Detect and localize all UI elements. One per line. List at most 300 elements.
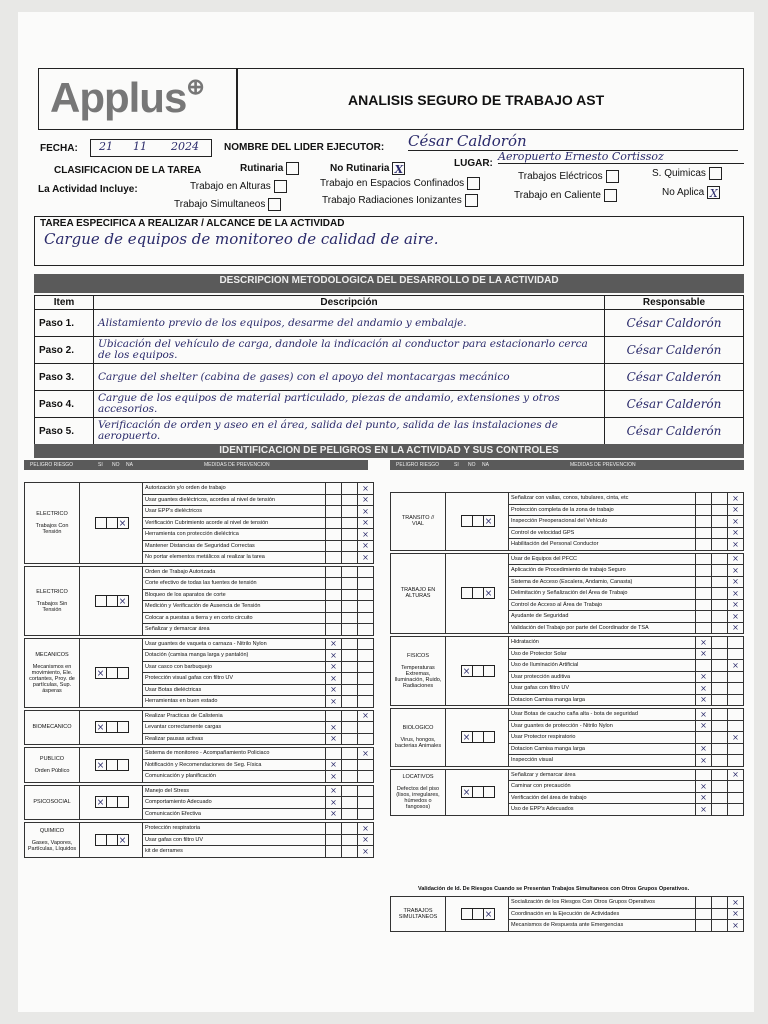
opt-simultaneos-label: Trabajo Simultaneos [174,199,266,211]
hazard-measure: Medición y Verificación de Ausencia de Tensión [143,601,326,613]
measure-si-cell[interactable] [696,599,712,611]
measure-si-cell[interactable] [326,552,342,564]
measure-si-cell[interactable] [326,846,342,858]
opt-radiaciones-checkbox[interactable] [465,194,478,207]
measure-si-cell[interactable]: × [326,733,342,745]
lider-value[interactable]: César Caldorón [408,132,738,151]
step-description[interactable]: Cargue del shelter (cabina de gases) con el apoyo del montacargas mecánico [94,364,605,391]
hazard-measure: Usar Botas de caucho caña alta - bota de seguridad [509,709,696,721]
measure-na-cell[interactable] [728,683,744,695]
measure-si-cell[interactable] [696,660,712,672]
hazard-measure: kit de derrames [143,846,326,858]
measure-no-cell[interactable] [342,566,358,578]
hazard-group [390,636,744,706]
measure-no-cell[interactable] [712,769,728,781]
lider-label: NOMBRE DEL LIDER EJECUTOR: [224,142,385,153]
measure-na-cell[interactable] [728,648,744,660]
measure-no-cell[interactable] [342,589,358,601]
measure-no-cell[interactable] [342,638,358,650]
hazard-na-box[interactable] [117,796,129,808]
hazard-si-box[interactable]: × [461,731,473,743]
measure-na-cell[interactable]: × [358,552,374,564]
hazard-measure: Señalizar con vallas, conos, tubulares, cinta, etc [509,493,696,505]
measure-no-cell[interactable] [342,733,358,745]
measure-no-cell[interactable] [712,920,728,932]
measure-si-cell[interactable]: × [696,781,712,793]
measure-no-cell[interactable] [342,710,358,722]
measure-na-cell[interactable]: × [358,517,374,529]
hazard-measure: Señalizar y demarcar área [143,624,326,636]
measure-si-cell[interactable]: × [326,722,342,734]
measure-si-cell[interactable]: × [696,755,712,767]
measure-si-cell[interactable]: × [696,792,712,804]
measure-no-cell[interactable] [342,506,358,518]
measure-si-cell[interactable]: × [326,650,342,662]
step-responsable[interactable]: César Caldorón [605,310,744,337]
measure-si-cell[interactable] [326,748,342,760]
hazard-measure: Bloqueo de los aparatos de corte [143,589,326,601]
hazard-row [25,638,374,650]
method-table [34,295,744,445]
measure-no-cell[interactable] [342,785,358,797]
no-rutinaria-label: No Rutinaria [330,163,390,175]
measure-na-cell[interactable]: × [728,769,744,781]
measure-si-cell[interactable]: × [326,684,342,696]
hazard-si-box[interactable]: × [95,759,107,771]
hazard-measure: Usar de Equipos del PFCC [509,553,696,565]
measure-no-cell[interactable] [342,846,358,858]
measure-na-cell[interactable] [728,671,744,683]
measure-si-cell[interactable] [326,483,342,495]
measure-no-cell[interactable] [342,684,358,696]
measure-no-cell[interactable] [712,599,728,611]
measure-si-cell[interactable] [326,612,342,624]
measure-si-cell[interactable] [696,611,712,623]
measure-si-cell[interactable]: × [326,661,342,673]
measure-si-cell[interactable] [696,622,712,634]
measure-na-cell[interactable]: × [358,483,374,495]
measure-na-cell[interactable] [728,694,744,706]
opt-electricos-label: Trabajos Eléctricos [518,171,603,183]
measure-no-cell[interactable] [342,661,358,673]
measure-na-cell[interactable]: × [358,834,374,846]
measure-na-cell[interactable] [728,755,744,767]
hazard-measure: Uso de EPP's Adecuados [509,804,696,816]
measure-no-cell[interactable] [342,517,358,529]
hazard-na-box[interactable]: × [117,834,129,846]
measure-no-cell[interactable] [342,748,358,760]
measure-si-cell[interactable] [696,732,712,744]
opt-caliente-label: Trabajo en Caliente [514,190,601,202]
measure-si-cell[interactable] [696,769,712,781]
measure-no-cell[interactable] [342,771,358,783]
measure-na-cell[interactable] [358,771,374,783]
measure-si-cell[interactable] [696,539,712,551]
hazard-row [391,897,744,909]
hazard-na-box[interactable] [117,721,129,733]
measure-si-cell[interactable] [326,834,342,846]
step-description[interactable]: Alistamiento previo de los equipos, desarme del andamio y embalaje. [94,310,605,337]
measure-na-cell[interactable]: × [728,908,744,920]
measure-si-cell[interactable] [696,576,712,588]
measure-na-cell[interactable] [728,637,744,649]
opt-alturas-checkbox[interactable] [274,180,287,193]
step-description[interactable]: Ubicación del vehículo de carga, dandole la indicación al conductor para estacionarlo cerca de los equipos. [94,337,605,364]
measure-si-cell[interactable]: × [326,808,342,820]
measure-na-cell[interactable] [358,589,374,601]
measure-no-cell[interactable] [712,755,728,767]
hazard-measure: Usar guantes dieléctricos, acordes al nivel de tensión [143,494,326,506]
opt-alturas[interactable] [190,180,287,193]
hazard-measure: Comunicación Efectiva [143,808,326,820]
measure-na-cell[interactable]: × [358,529,374,541]
measure-na-cell[interactable]: × [728,599,744,611]
measure-no-cell[interactable] [712,660,728,672]
measure-no-cell[interactable] [342,823,358,835]
step-row [35,418,744,445]
measure-no-cell[interactable] [342,494,358,506]
opt-quimicas[interactable] [652,167,722,180]
measure-na-cell[interactable] [728,792,744,804]
measure-si-cell[interactable] [326,529,342,541]
measure-no-cell[interactable] [342,797,358,809]
measure-si-cell[interactable] [326,540,342,552]
hazard-check-cell [80,638,143,707]
measure-na-cell[interactable]: × [728,565,744,577]
measure-na-cell[interactable]: × [728,897,744,909]
measure-na-cell[interactable]: × [728,611,744,623]
measure-na-cell[interactable] [358,808,374,820]
opt-no-aplica-checkbox[interactable]: X [707,186,720,199]
measure-si-cell[interactable]: × [326,638,342,650]
tarea-text[interactable]: Cargue de equipos de monitoreo de calidad de aire. [44,230,439,248]
measure-no-cell[interactable] [712,516,728,528]
form-title: ANALISIS SEGURO DE TRABAJO AST [348,92,605,108]
measure-si-cell[interactable]: × [326,673,342,685]
measure-na-cell[interactable] [728,743,744,755]
measure-na-cell[interactable]: × [358,494,374,506]
measure-si-cell[interactable] [326,823,342,835]
measure-na-cell[interactable]: × [358,506,374,518]
measure-no-cell[interactable] [342,552,358,564]
measure-no-cell[interactable] [712,792,728,804]
measure-na-cell[interactable]: × [728,553,744,565]
measure-na-cell[interactable]: × [728,504,744,516]
measure-no-cell[interactable] [712,539,728,551]
measure-si-cell[interactable] [326,710,342,722]
measure-si-cell[interactable] [326,589,342,601]
measure-no-cell[interactable] [342,673,358,685]
hazard-na-box[interactable]: × [483,908,495,920]
measure-no-cell[interactable] [712,637,728,649]
no-rutinaria-checkbox[interactable]: X [392,162,405,175]
measure-na-cell[interactable] [728,709,744,721]
hazard-na-box[interactable] [483,786,495,798]
measure-si-cell[interactable] [696,897,712,909]
fecha-year[interactable]: 2024 [171,140,199,153]
measure-na-cell[interactable] [728,720,744,732]
hazard-measure: Validación del Trabajo por parte del Coordinador de TSA [509,622,696,634]
fecha-label: FECHA: [40,143,78,154]
measure-no-cell[interactable] [342,624,358,636]
opt-caliente-checkbox[interactable] [604,189,617,202]
hazard-check-cell [446,493,509,551]
h-si: SI [98,462,103,468]
measure-no-cell[interactable] [342,834,358,846]
measure-no-cell[interactable] [342,540,358,552]
measure-no-cell[interactable] [342,759,358,771]
measure-no-cell[interactable] [712,683,728,695]
hazard-na-box[interactable]: × [483,587,495,599]
measure-no-cell[interactable] [712,622,728,634]
measure-na-cell[interactable]: × [728,588,744,600]
hazard-category: BIOMECANICO [25,710,80,745]
measure-no-cell[interactable] [712,732,728,744]
rutinaria-checkbox[interactable] [286,162,299,175]
step-item: Paso 3. [35,364,94,391]
measure-no-cell[interactable] [712,694,728,706]
fecha-month[interactable]: 11 [133,140,147,153]
measure-si-cell[interactable]: × [696,637,712,649]
measure-no-cell[interactable] [712,504,728,516]
hazard-na-box[interactable]: × [483,515,495,527]
hazard-row [25,748,374,760]
measure-no-cell[interactable] [712,588,728,600]
measure-si-cell[interactable] [696,504,712,516]
hazard-measure: Corte efectivo de todas las fuentes de tensión [143,578,326,590]
measure-na-cell[interactable]: × [358,748,374,760]
hazard-group [24,785,374,821]
measure-na-cell[interactable] [358,733,374,745]
method-banner: DESCRIPCION METODOLOGICA DEL DESARROLLO DE LA ACTIVIDAD [34,274,744,288]
measure-si-cell[interactable] [326,506,342,518]
measure-si-cell[interactable]: × [696,720,712,732]
measure-na-cell[interactable] [358,684,374,696]
measure-na-cell[interactable]: × [358,710,374,722]
measure-si-cell[interactable]: × [326,696,342,708]
measure-na-cell[interactable] [358,696,374,708]
step-responsable[interactable]: César Calderón [605,337,744,364]
measure-si-cell[interactable]: × [326,797,342,809]
measure-na-cell[interactable] [358,601,374,613]
opt-electricos[interactable] [518,170,619,183]
measure-si-cell[interactable] [326,494,342,506]
hazard-check-cell [446,637,509,706]
measure-no-cell[interactable] [342,650,358,662]
hazard-measure: Usar guantes de vaqueta o carnaza - Nitrilo Nylon [143,638,326,650]
measure-no-cell[interactable] [712,648,728,660]
measure-no-cell[interactable] [712,576,728,588]
opt-confinados-checkbox[interactable] [467,177,480,190]
measure-no-cell[interactable] [712,553,728,565]
measure-na-cell[interactable]: × [358,540,374,552]
hazard-measure: Uso de Protector Solar [509,648,696,660]
hazard-measure: Usar EPP's dieléctricos [143,506,326,518]
step-description[interactable]: Cargue de los equipos de material particulado, piezas de andamio, extensiones y otros accesorios. [94,391,605,418]
measure-no-cell[interactable] [712,565,728,577]
measure-no-cell[interactable] [342,612,358,624]
hazard-measure: Uso de Iluminación Artificial [509,660,696,672]
hazard-na-box[interactable] [483,731,495,743]
hazard-row [391,769,744,781]
measure-no-cell[interactable] [712,897,728,909]
hazard-si-box[interactable]: × [95,667,107,679]
hazards-simultaneos [390,896,744,934]
hazard-measure: Orden de Trabajo Autorizada [143,566,326,578]
measure-na-cell[interactable] [358,785,374,797]
measure-na-cell[interactable]: × [728,622,744,634]
hazard-category: PSICOSOCIAL [25,785,80,820]
measure-no-cell[interactable] [342,601,358,613]
measure-na-cell[interactable]: × [358,846,374,858]
measure-si-cell[interactable] [696,588,712,600]
measure-no-cell[interactable] [712,671,728,683]
measure-si-cell[interactable] [326,624,342,636]
measure-no-cell[interactable] [342,578,358,590]
measure-na-cell[interactable] [358,578,374,590]
measure-na-cell[interactable] [358,673,374,685]
measure-si-cell[interactable] [696,516,712,528]
measure-na-cell[interactable]: × [728,516,744,528]
measure-na-cell[interactable] [728,804,744,816]
hazard-na-box[interactable]: × [117,595,129,607]
measure-na-cell[interactable]: × [728,660,744,672]
hazard-measure: Hidratación [509,637,696,649]
measure-na-cell[interactable]: × [728,732,744,744]
hazard-measure: Usar gafas con filtro UV [509,683,696,695]
measure-si-cell[interactable] [326,578,342,590]
opt-caliente[interactable] [514,189,617,202]
measure-no-cell[interactable] [342,696,358,708]
measure-no-cell[interactable] [342,722,358,734]
hazard-si-box[interactable]: × [95,721,107,733]
measure-si-cell[interactable]: × [696,648,712,660]
measure-no-cell[interactable] [712,908,728,920]
measure-si-cell[interactable] [696,527,712,539]
measure-si-cell[interactable]: × [696,671,712,683]
measure-no-cell[interactable] [342,529,358,541]
measure-na-cell[interactable]: × [728,920,744,932]
hazard-measure: Coordinación en la Ejecución de Actividades [509,908,696,920]
measure-si-cell[interactable] [326,517,342,529]
opt-electricos-checkbox[interactable] [606,170,619,183]
hazard-group [24,566,374,636]
opt-no-aplica[interactable] [662,186,720,199]
hazard-si-box[interactable]: × [461,786,473,798]
measure-na-cell[interactable] [358,650,374,662]
opt-simultaneos[interactable] [174,198,281,211]
fecha-day[interactable]: 21 [99,140,113,153]
step-responsable[interactable]: César Calderón [605,391,744,418]
rutinaria-option[interactable] [240,162,299,175]
opt-no-aplica-label: No Aplica [662,187,705,199]
measure-no-cell[interactable] [712,781,728,793]
opt-confinados[interactable] [320,177,480,190]
measure-na-cell[interactable]: × [728,539,744,551]
measure-si-cell[interactable]: × [326,771,342,783]
hazard-row [391,709,744,721]
h-peligro-r: PELIGRO RIESGO [396,462,440,468]
measure-no-cell[interactable] [712,804,728,816]
hazard-measure: Usar Protector respiratorio [509,732,696,744]
measure-na-cell[interactable]: × [358,823,374,835]
hazard-category: QUIMICO Gases, Vapores, Partículas, Líquidos [25,823,80,858]
opt-radiaciones[interactable] [322,194,478,207]
opt-quimicas-checkbox[interactable] [709,167,722,180]
measure-si-cell[interactable]: × [696,709,712,721]
measure-si-cell[interactable]: × [696,683,712,695]
measure-si-cell[interactable] [696,920,712,932]
step-description[interactable]: Verificación de orden y aseo en el área, salida del punto, salida de las instalaciones de aeropuerto. [94,418,605,445]
measure-na-cell[interactable]: × [728,527,744,539]
measure-na-cell[interactable] [358,661,374,673]
measure-si-cell[interactable]: × [326,759,342,771]
measure-no-cell[interactable] [712,527,728,539]
hazard-measure: Levantar correctamente cargas [143,722,326,734]
measure-na-cell[interactable] [358,612,374,624]
hazard-si-box[interactable]: × [95,796,107,808]
measure-no-cell[interactable] [342,808,358,820]
measure-si-cell[interactable] [326,566,342,578]
hazard-measure: Aplicación de Procedimiento de trabajo Seguro [509,565,696,577]
step-responsable[interactable]: César Calderón [605,418,744,445]
hazard-na-box[interactable] [117,667,129,679]
measure-na-cell[interactable] [358,638,374,650]
hazard-na-box[interactable]: × [117,517,129,529]
measure-si-cell[interactable] [696,908,712,920]
measure-si-cell[interactable]: × [326,785,342,797]
hazard-group [390,708,744,767]
hazard-measure: Caminar con precaución [509,781,696,793]
no-rutinaria-option[interactable] [330,162,405,175]
measure-no-cell[interactable] [712,493,728,505]
measure-si-cell[interactable] [696,493,712,505]
measure-no-cell[interactable] [712,743,728,755]
hazard-category: TRABAJO EN ALTURAS [391,553,446,634]
measure-na-cell[interactable] [358,722,374,734]
lugar-value[interactable]: Aeropuerto Ernesto Cortissoz [498,150,744,164]
measure-no-cell[interactable] [712,709,728,721]
h-na: NA [126,462,133,468]
hazard-measure: Mecanismos de Respuesta ante Emergencias [509,920,696,932]
hazards-left-column [24,482,374,860]
measure-na-cell[interactable] [728,781,744,793]
measure-si-cell[interactable]: × [696,694,712,706]
measure-no-cell[interactable] [342,483,358,495]
measure-na-cell[interactable] [358,624,374,636]
hazard-na-box[interactable] [483,665,495,677]
measure-si-cell[interactable]: × [696,804,712,816]
hazard-check-cell [446,769,509,815]
measure-si-cell[interactable] [696,553,712,565]
hazard-na-box[interactable] [117,759,129,771]
opt-simultaneos-checkbox[interactable] [268,198,281,211]
measure-na-cell[interactable]: × [728,493,744,505]
step-item: Paso 1. [35,310,94,337]
measure-na-cell[interactable] [358,566,374,578]
step-responsable[interactable]: César Calderón [605,364,744,391]
hazard-si-box[interactable]: × [461,665,473,677]
measure-si-cell[interactable] [696,565,712,577]
measure-si-cell[interactable] [326,601,342,613]
hazard-measure: Verificación Cubrimiento acorde al nivel de tensión [143,517,326,529]
measure-si-cell[interactable]: × [696,743,712,755]
measure-no-cell[interactable] [712,611,728,623]
measure-na-cell[interactable]: × [728,576,744,588]
measure-na-cell[interactable] [358,797,374,809]
measure-na-cell[interactable] [358,759,374,771]
measure-no-cell[interactable] [712,720,728,732]
